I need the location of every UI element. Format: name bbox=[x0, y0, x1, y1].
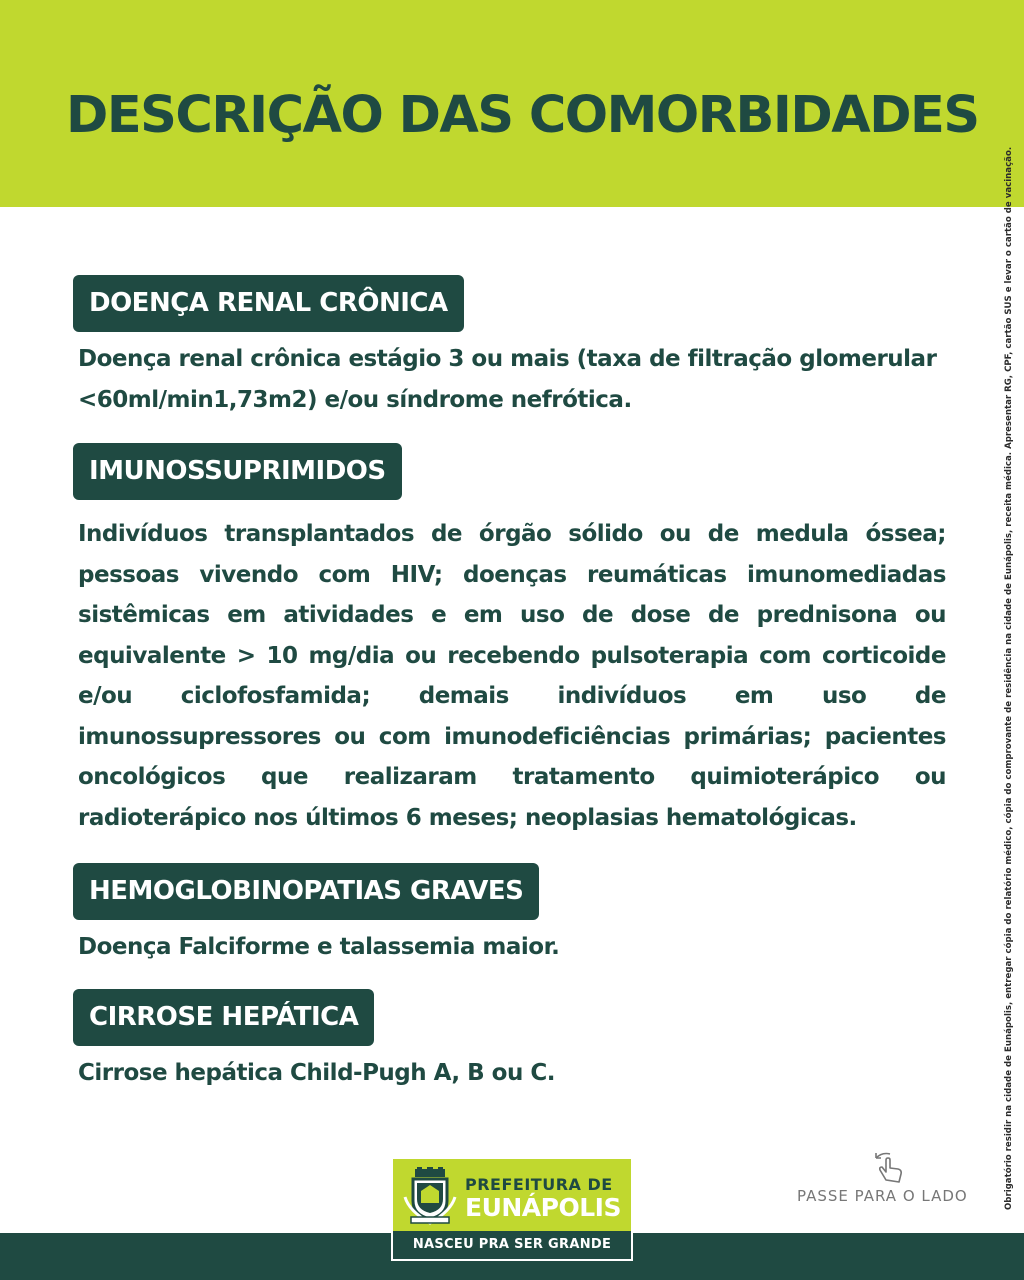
logo-line-prefeitura: PREFEITURA DE bbox=[465, 1175, 613, 1194]
page-title: DESCRIÇÃO DAS COMORBIDADES bbox=[66, 86, 979, 145]
section-text-cirrhosis: Cirrose hepática Child-Pugh A, B ou C. bbox=[78, 1060, 555, 1086]
section-text-renal: Doença renal crônica estágio 3 ou mais (taxa de filtração glomerular <60ml/min1,73m2) e/ou síndrome nefrótica. bbox=[78, 346, 937, 413]
coat-of-arms-icon bbox=[403, 1167, 457, 1225]
section-label-cirrhosis: CIRROSE HEPÁTICA bbox=[73, 989, 374, 1046]
section-text-hemoglobinopathies: Doença Falciforme e talassemia maior. bbox=[78, 934, 560, 960]
hand-swipe-icon bbox=[872, 1150, 908, 1186]
logo-slogan: NASCEU PRA SER GRANDE bbox=[393, 1231, 631, 1259]
section-label-renal: DOENÇA RENAL CRÔNICA bbox=[73, 275, 464, 332]
swipe-hint: PASSE PARA O LADO bbox=[797, 1187, 968, 1205]
section-label-hemoglobinopathies: HEMOGLOBINOPATIAS GRAVES bbox=[73, 863, 539, 920]
section-text-immunosuppressed: Indivíduos transplantados de órgão sólido ou de medula óssea; pessoas vivendo com HIV; doenças reumáticas imunomediadas sistêmicas em atividades e em uso de dose de prednisona ou equivalente > 10 mg/dia ou recebendo pulsoterapia com corticoide e/ou ciclofosfamida; demais indivíduos em uso de imunossupressores ou com imunodeficiências primárias; pacientes oncológicos que realizaram tratamento quimioterápico ou radioterápico nos últimos 6 meses; neoplasias hematológicas. bbox=[78, 521, 946, 831]
logo-line-eunapolis: EUNÁPOLIS bbox=[465, 1193, 621, 1222]
section-label-immunosuppressed: IMUNOSSUPRIMIDOS bbox=[73, 443, 402, 500]
prefeitura-logo bbox=[391, 1157, 633, 1261]
requirements-note: Obrigatório residir na cidade de Eunápolis, entregar cópia do relatório médico, cópia do comprovante de residência na cidade de Eunápolis, receita médica. Apresentar RG, CPF, cartão SUS e levar o cartão de vacinação. bbox=[1004, 146, 1014, 1210]
